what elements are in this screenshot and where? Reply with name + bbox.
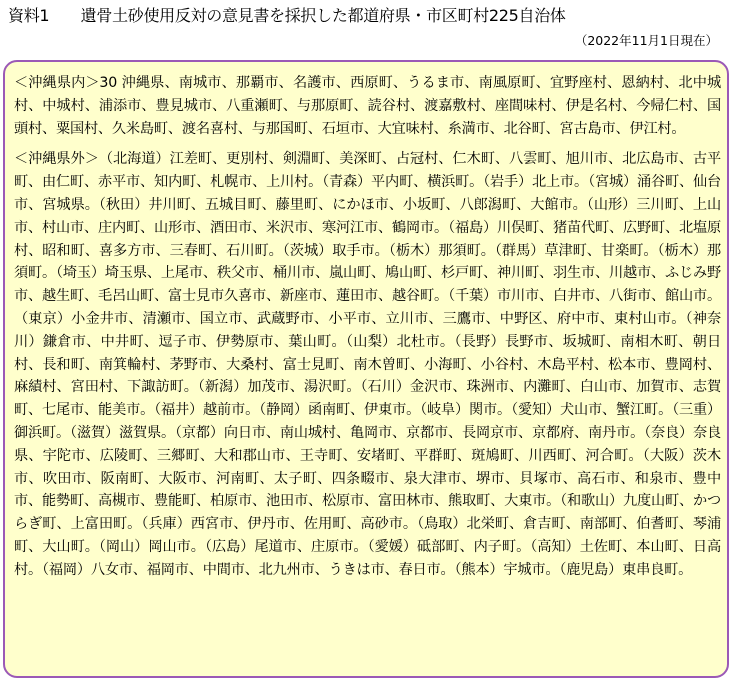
as-of-date: （2022年11月1日現在） — [574, 33, 718, 48]
municipality-list-box — [3, 60, 729, 678]
okinawa-outside-paragraph: ＜沖縄県外＞（北海道）江差町、更別村、剣淵町、美深町、占冠村、仁木町、八雲町、旭川市、北広島市、古平町、由仁町、赤平市、知内町、札幌市、上川村。（青森）平内町、横浜町。（岩手）北上市。（宮城）涌谷町、仙台市、宮城県。（秋田）井川町、五城目町、藤里町、にかほ市、小坂町、八郎潟町、大館市。（山形）三川町、上山市、村山市、庄内町、山形市、酒田市、米沢市、寒河江市、鶴岡市。（福島）川俣町、猪苗代町、広野町、北塩原村、昭和町、喜多方市、三春町、石川町。（茨城）取手市。（栃木）那須町。（群馬）草津町、甘楽町。（栃木）那須町。（埼玉）埼玉県、上尾市、秩父市、桶川市、嵐山町、鳩山町、杉戸町、神川町、羽生市、川越市、ふじみ野市、越生町、毛呂山町、富士見市久喜市、新座市、蓮田市、越谷町。（千葉）市川市、白井市、八街市、館山市。（東京）小金井市、清瀬市、国立市、武蔵野市、小平市、立川市、三鷹市、中野区、府中市、東村山市。（神奈川）鎌倉市、中井町、逗子市、伊勢原市、葉山町。（山梨）北杜市。（長野）長野市、坂城町、南相木町、朝日村、長和町、南箕輪村、茅野市、大桑村、富士見町、南木曽町、小海町、小谷村、木島平村、松本市、豊岡村、麻績村、宮田村、下諏訪町。（新潟）加茂市、湯沢町。（石川）金沢市、珠洲市、内灘町、白山市、加賀市、志賀町、七尾市、能美市。（福井）越前市。（静岡）函南町、伊東市。（岐阜）関市。（愛知）犬山市、蟹江町。（三重）御浜町。（滋賀）滋賀県。（京都）向日市、南山城村、亀岡市、京都市、長岡京市、京都府、南丹市。（奈良）奈良県、宇陀市、広陵町、三郷町、大和郡山市、王寺町、安堵町、平群町、斑鳩町、川西町、河合町。（大阪）茨木市、吹田市、阪南町、大阪市、河南町、太子町、四条畷市、泉大津市、堺市、貝塚市、高石市、和泉市、豊中市、能勢町、高槻市、豊能町、柏原市、池田市、松原市、富田林市、熊取町、大東市。（和歌山）九度山町、かつらぎ町、上富田町。（兵庫）西宮市、伊丹市、佐用町、高砂市。（鳥取）北栄町、倉吉町、南部町、伯耆町、琴浦町、大山町。（岡山）岡山市。（広島）尾道市、庄原市。（愛媛）砥部町、内子町。（高知）土佐町、本山町、日高村。（福岡）八女市、福岡市、中間市、北九州市、うきは市、春日市。（熊本）宇城市。（鹿児島）東串良町。 — [14, 151, 721, 578]
document-header — [8, 6, 734, 52]
okinawa-inside-paragraph: ＜沖縄県内＞30 沖縄県、南城市、那覇市、名護市、西原町、うるま市、南風原町、宜野座村、恩納村、北中城村、中城村、浦添市、豊見城市、八重瀬町、与那原町、読谷村、渡嘉敷村、座間味村、伊是名村、今帰仁村、国頭村、粟国村、久米島町、渡名喜村、与那国町、石垣市、大宜味村、糸満市、北谷町、宮古島市、伊江村。 — [14, 75, 721, 137]
document-title: 資料1 遺骨土砂使用反対の意見書を採択した都道府県・市区町村225自治体 — [8, 6, 566, 25]
